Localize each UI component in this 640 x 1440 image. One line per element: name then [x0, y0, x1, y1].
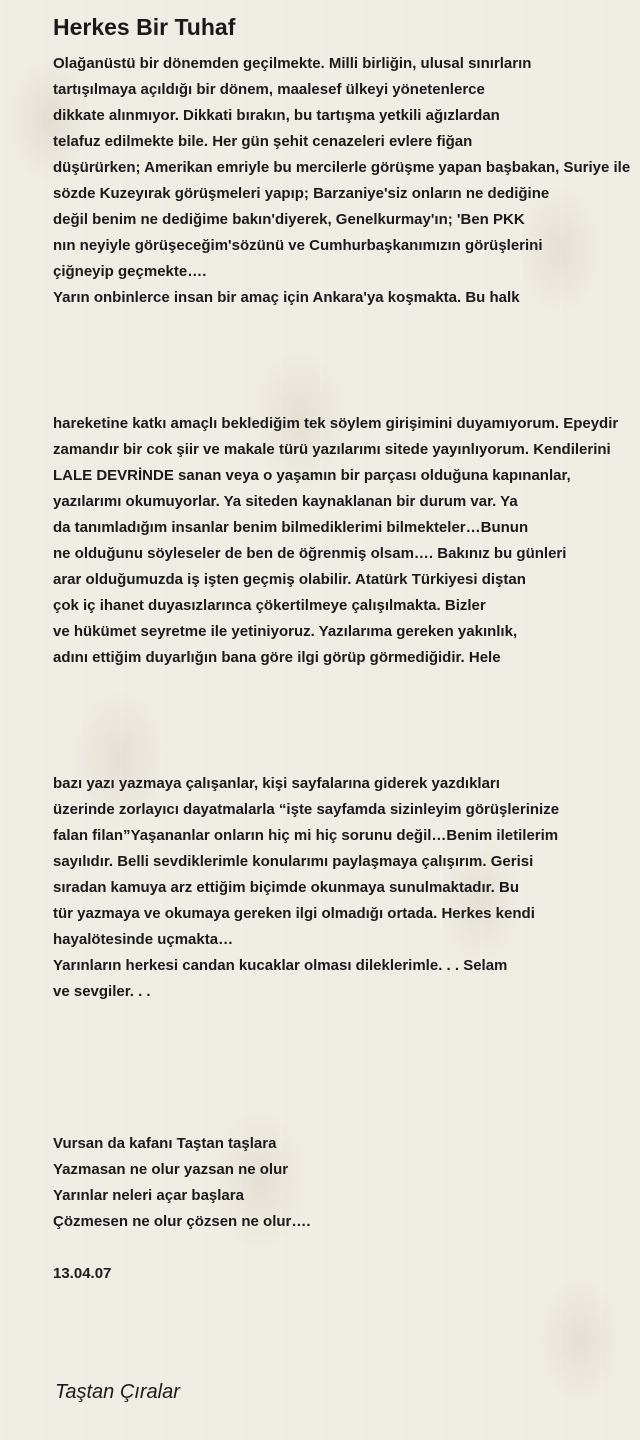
- text-line: yazılarımı okumuyorlar. Ya siteden kaynaklanan bir durum var. Ya: [53, 493, 518, 510]
- text-line: nın neyiyle görüşeceğim'sözünü ve Cumhurbaşkanımızın görüşlerini: [53, 237, 543, 254]
- text-line: sözde Kuzeyırak görüşmeleri yapıp; Barzaniye'siz onların ne dediğine: [53, 185, 550, 202]
- text-line: ve hükümet seyretme ile yetiniyoruz. Yazılarıma gereken yakınlık,: [53, 623, 518, 640]
- publish-date: [53, 1261, 640, 1287]
- text-line: bazı yazı yazmaya çalışanlar, kişi sayfalarına giderek yazdıkları: [53, 775, 500, 792]
- paragraph-2: [53, 411, 640, 671]
- poem-line: Yarınlar neleri açar başlara: [53, 1187, 244, 1204]
- text-line: hareketine katkı amaçlı beklediğim tek söylem girişimini duyamıyorum. Epeydir: [53, 415, 619, 432]
- text-line: telafuz edilmekte bile. Her gün şehit cenazeleri evlere fiğan: [53, 133, 473, 150]
- poem-line: Vursan da kafanı Taştan taşlara: [53, 1135, 277, 1152]
- text-line: ne olduğunu söyleseler de ben de öğrenmiş olsam…. Bakınız bu günleri: [53, 545, 567, 562]
- poem-line: Yazmasan ne olur yazsan ne olur: [53, 1161, 289, 1178]
- text-line: ve sevgiler. . .: [53, 983, 151, 1000]
- page-title: Herkes Bir Tuhaf: [53, 14, 236, 40]
- text-line: Yarın onbinlerce insan bir amaç için Ankara'ya koşmakta. Bu halk: [53, 289, 520, 306]
- text-line: adını ettiğim duyarlığın bana göre ilgi görüp görmediğidir. Hele: [53, 649, 501, 666]
- text-line: dikkate alınmıyor. Dikkati bırakın, bu tartışma yetkili ağızlardan: [53, 107, 500, 124]
- text-line: Yarınların herkesi candan kucaklar olması dileklerimle. . . Selam: [53, 957, 508, 974]
- text-line: da tanımladığım insanlar benim bilmediklerimi bilmekteler…Bunun: [53, 519, 529, 536]
- text-line: LALE DEVRİNDE sanan veya o yaşamın bir parçası olduğuna kapınanlar,: [53, 467, 571, 484]
- poem-line: Çözmesen ne olur çözsen ne olur….: [53, 1213, 311, 1230]
- paragraph-3: [53, 771, 640, 1005]
- text-line: üzerinde zorlayıcı dayatmalarla “işte sayfamda sizinleyim görüşlerinize: [53, 801, 560, 818]
- poem-stanza: [53, 1131, 640, 1235]
- text-line: arar olduğumuzda iş işten geçmiş olabilir. Atatürk Türkiyesi diştan: [53, 571, 526, 588]
- text-line: falan filan”Yaşananlar onların hiç mi hiç sorunu değil…Benim iletilerim: [53, 827, 559, 844]
- author-signature: Taştan Çıralar: [55, 1381, 180, 1403]
- text-line: sayılıdır. Belli sevdiklerimle konularımı paylaşmaya çalışırım. Gerisi: [53, 853, 534, 870]
- text-line: değil benim ne dediğime bakın'diyerek, Genelkurmay'ın; 'Ben PKK: [53, 211, 525, 228]
- date-text: 13.04.07: [53, 1265, 112, 1282]
- text-line: Olağanüstü bir dönemden geçilmekte. Milli birliğin, ulusal sınırların: [53, 55, 532, 72]
- text-line: çok iç ihanet duyasızlarınca çökertilmeye çalışılmakta. Bizler: [53, 597, 486, 614]
- text-line: düşürürken; Amerikan emriyle bu mercilerle görüşme yapan başbakan, Suriye ile: [53, 159, 631, 176]
- text-line: zamandır bir cok şiir ve makale türü yazılarımı sitede yayınlıyorum. Kendilerini: [53, 441, 611, 458]
- text-line: tür yazmaya ve okumaya gereken ilgi olmadığı ortada. Herkes kendi: [53, 905, 535, 922]
- paragraph-1: [53, 51, 640, 311]
- text-line: hayalötesinde uçmakta…: [53, 931, 234, 948]
- text-line: çiğneyip geçmekte….: [53, 263, 207, 280]
- text-line: sıradan kamuya arz ettiğim biçimde okunmaya sunulmaktadır. Bu: [53, 879, 519, 896]
- text-line: tartışılmaya açıldığı bir dönem, maalesef ülkeyi yönetenlerce: [53, 81, 485, 98]
